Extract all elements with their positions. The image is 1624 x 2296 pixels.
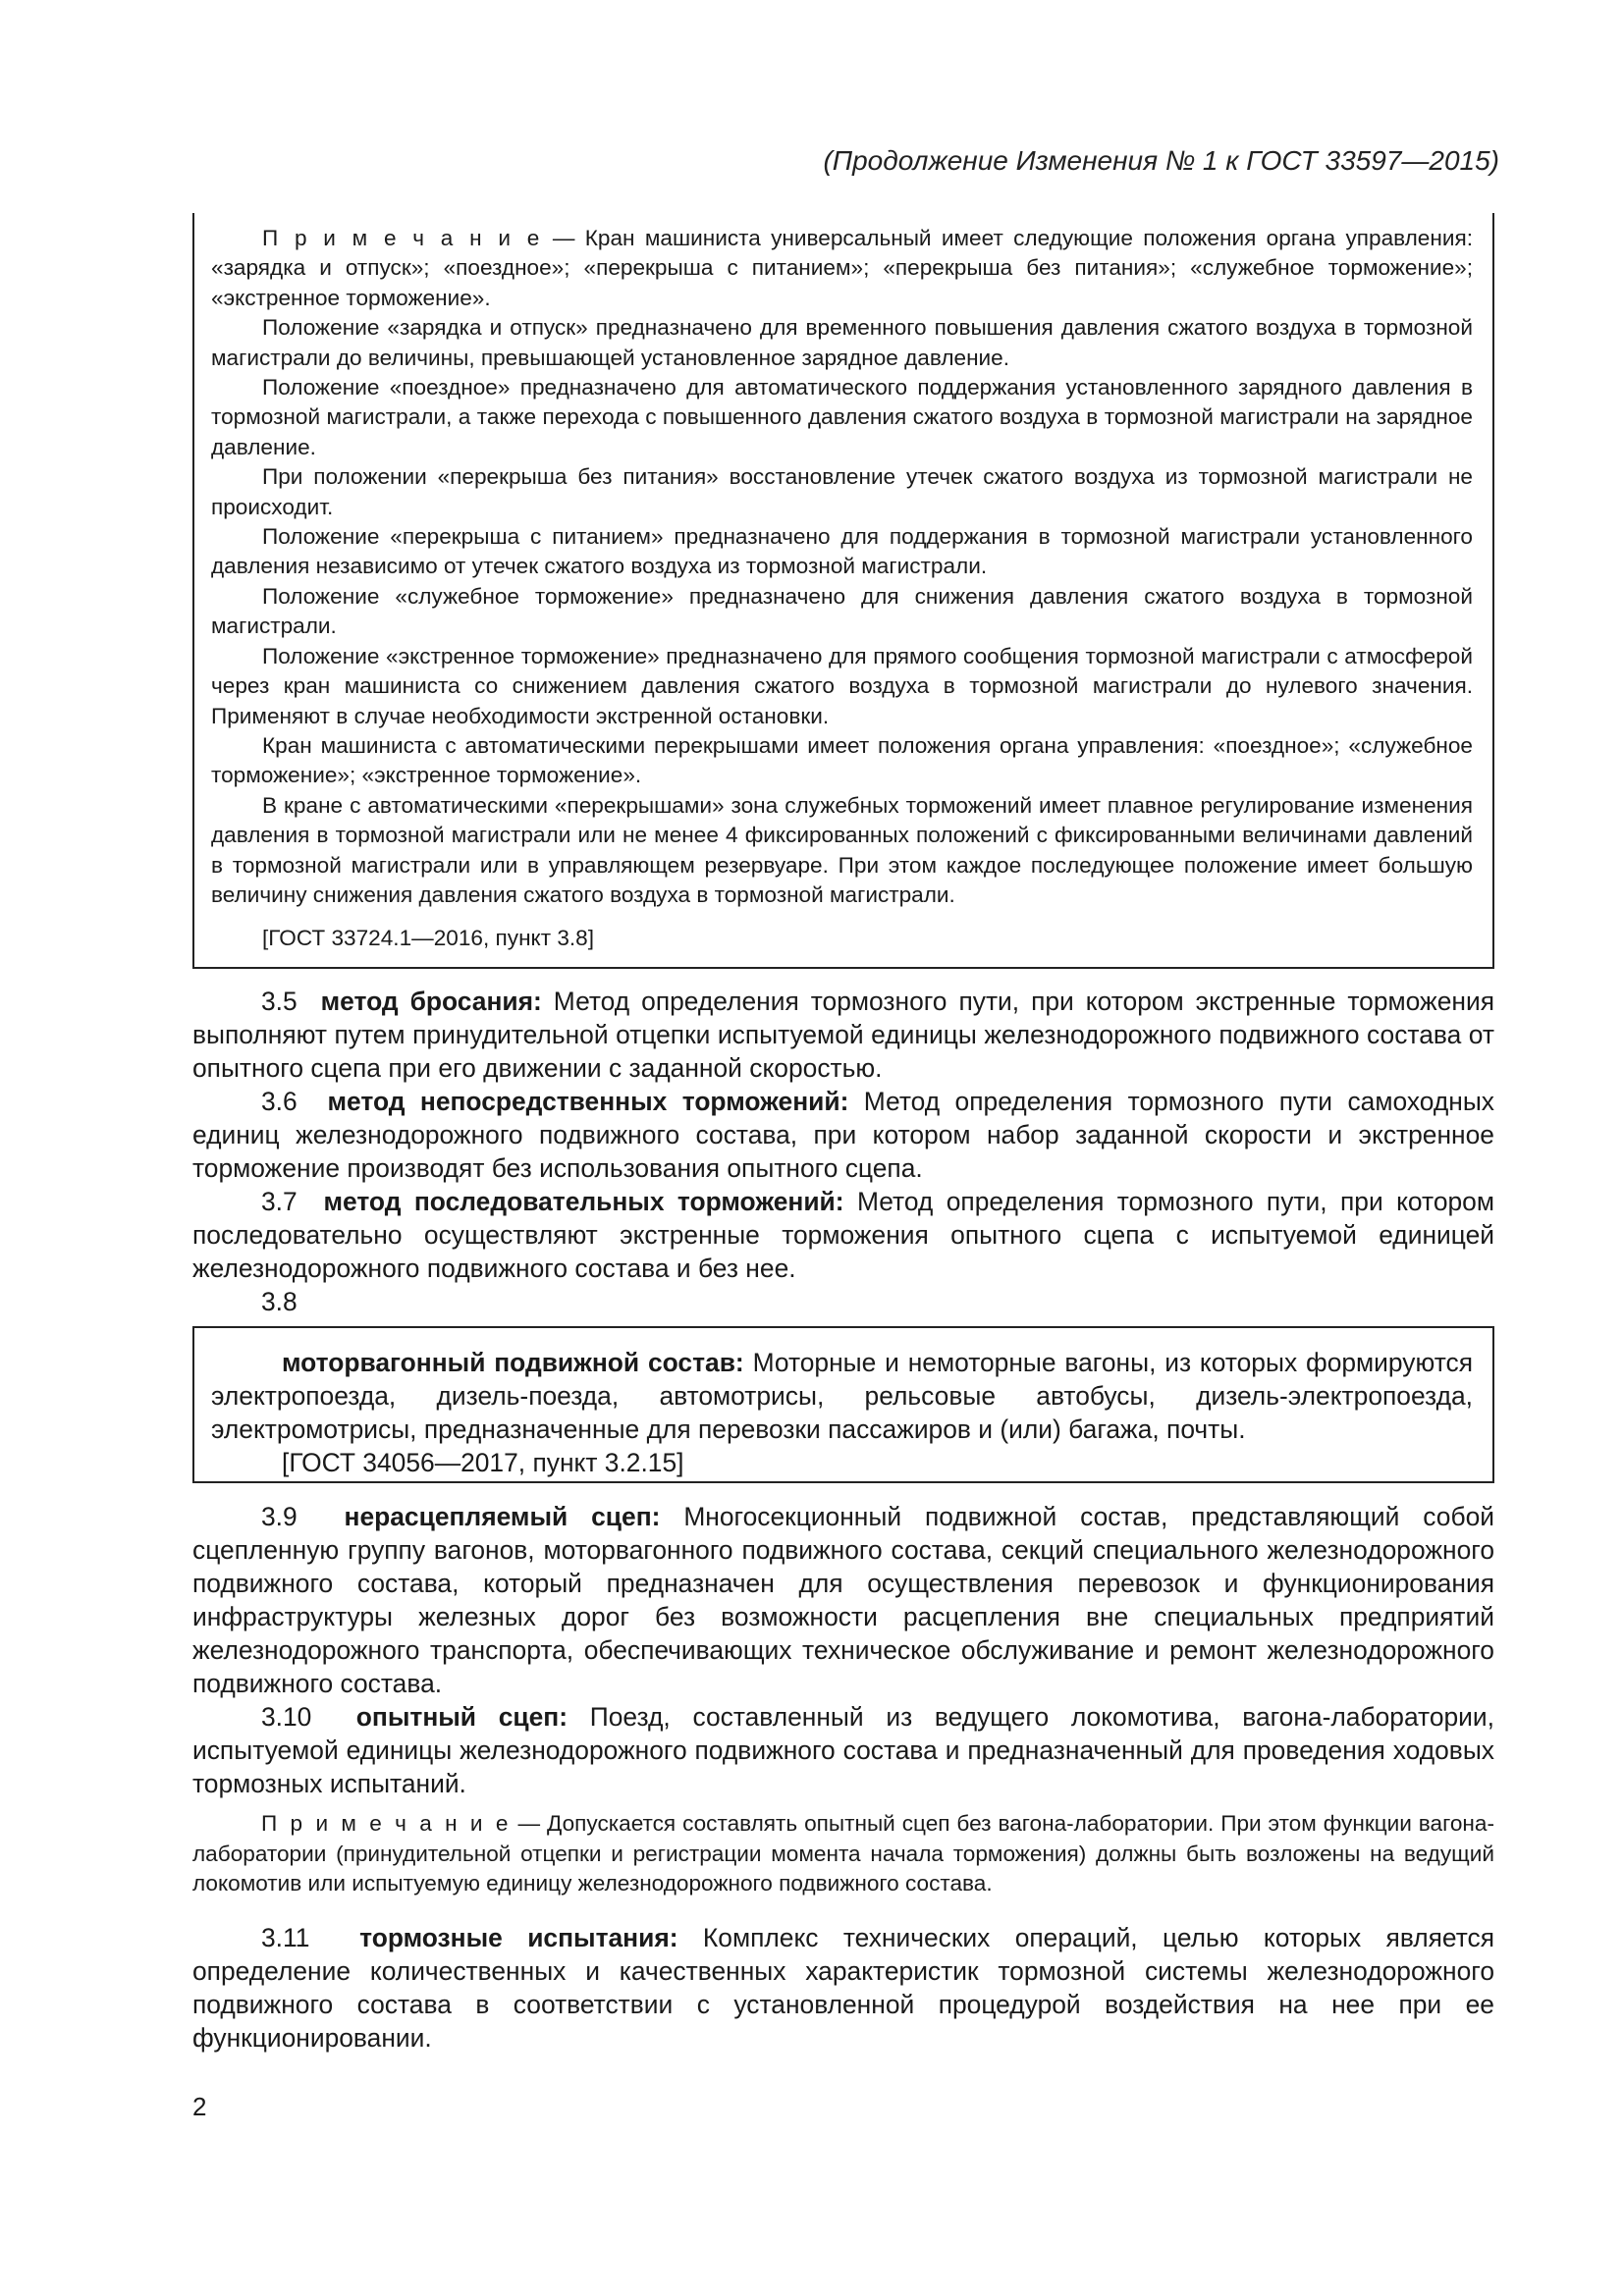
term-number: 3.7 xyxy=(261,1187,298,1216)
term-number: 3.10 xyxy=(261,1702,312,1732)
page-number: 2 xyxy=(192,2092,207,2121)
term-paragraph xyxy=(192,1185,1494,1285)
term-number: 3.9 xyxy=(261,1502,298,1531)
term-paragraph xyxy=(192,1500,1494,1700)
term-name: метод бросания: xyxy=(320,987,542,1016)
note-paragraph xyxy=(192,1809,1494,1899)
term-paragraph xyxy=(192,1921,1494,2055)
term-paragraph xyxy=(192,985,1494,1085)
box-paragraph: В кране с автоматическими «перекрышами» зона служебных торможений имеет плавное регулирование изменения давления в тормозной магистрали или не менее 4 фиксированных положений с фиксированными величинами давлений в тормозной магистрали или в управляющем резервуаре. При этом каждое последующее положение имеет большую величину снижения давления сжатого воздуха в тормозной магистрали. xyxy=(211,792,1473,907)
box-paragraph: Положение «экстренное торможение» предназначено для прямого сообщения тормозной магистрали с атмосферой через кран машиниста со снижением давления сжатого воздуха в тормозной магистрали до нулевого значения. Применяют в случае необходимости экстренной остановки. xyxy=(211,643,1473,728)
cited-definition-box xyxy=(192,213,1494,969)
term-definition: Метод определения тормозного пути самоходных единиц железнодорожного подвижного состава, при котором набор заданной скорости и экстренное торможение производят без использования опытного сцепа. xyxy=(192,1087,1494,1183)
running-header: (Продолжение Изменения № 1 к ГОСТ 33597—2015) xyxy=(823,145,1499,176)
terms-section-2 xyxy=(192,1500,1494,1800)
term-name: нерасцепляемый сцеп: xyxy=(344,1502,661,1531)
box-paragraph: Кран машиниста с автоматическими перекрышами имеет положения органа управления: «поездное»; «служебное торможение»; «экстренное торможение». xyxy=(211,732,1473,788)
box-paragraph: Положение «служебное торможение» предназначено для снижения давления сжатого воздуха в тормозной магистрали. xyxy=(211,583,1473,639)
term-definition: Комплекс технических операций, целью которых является определение количественных и качественных характеристик тормозной системы железнодорожного подвижного состава в соответствии с установленной процедурой воздействия на нее при ее функционировании. xyxy=(192,1923,1495,2053)
terms-section-1 xyxy=(192,985,1494,1318)
box-paragraph: Положение «поездное» предназначено для автоматического поддержания установленного зарядного давления в тормозной магистрали, а также перехода с повышенного давления сжатого воздуха в тормозной магистрали на зарядное давление. xyxy=(211,375,1473,459)
term-name: метод непосредственных торможений: xyxy=(327,1087,849,1116)
note-paragraph xyxy=(211,224,1473,313)
term-name: метод последовательных торможений: xyxy=(323,1187,844,1216)
source-reference: [ГОСТ 34056—2017, пункт 3.2.15] xyxy=(282,1448,684,1477)
term-name: моторвагонный подвижной состав: xyxy=(282,1348,744,1377)
term-name: опытный сцеп: xyxy=(355,1702,568,1732)
term-number: 3.11 xyxy=(261,1923,310,1952)
term-paragraph xyxy=(192,1085,1494,1185)
term-paragraph xyxy=(192,1700,1494,1800)
box-term-paragraph xyxy=(211,1346,1473,1446)
term-number: 3.5 xyxy=(261,987,298,1016)
note-label: П р и м е ч а н и е xyxy=(262,226,543,250)
term-number: 3.6 xyxy=(261,1087,298,1116)
box-paragraph: Положение «зарядка и отпуск» предназначено для временного повышения давления сжатого воздуха в тормозной магистрали до величины, превышающей установленное зарядное давление. xyxy=(211,315,1473,370)
note-label: П р и м е ч а н и е xyxy=(261,1811,512,1836)
term-definition: Моторные и немоторные вагоны, из которых формируются электропоезда, дизель-поезда, автомотрисы, рельсовые автобусы, дизель-электропоезда, электромотрисы, предназначенные для перевозки пассажиров и (или) багажа, почты. xyxy=(211,1348,1473,1444)
box-paragraph: При положении «перекрыша без питания» восстановление утечек сжатого воздуха из тормозной магистрали не происходит. xyxy=(211,464,1473,519)
term-definition: Метод определения тормозного пути, при котором последовательно осуществляют экстренные торможения опытного сцепа с испытуемой единицей железнодорожного подвижного состава и без нее. xyxy=(192,1187,1494,1283)
source-reference: [ГОСТ 33724.1—2016, пункт 3.8] xyxy=(262,926,595,951)
terms-section-3 xyxy=(192,1921,1494,2055)
note-section xyxy=(192,1809,1494,1899)
term-name: тормозные испытания: xyxy=(359,1923,678,1952)
term-definition: Поезд, составленный из ведущего локомотива, вагона-лаборатории, испытуемой единицы железнодорожного подвижного состава и предназначенный для проведения ходовых тормозных испытаний. xyxy=(192,1702,1494,1798)
note-text: — Допускается составлять опытный сцеп без вагона-лаборатории. При этом функции вагона-лаборатории (принудительной отцепки и регистрации момента начала торможения) должны быть возложены на ведущий локомотив или испытуемую единицу железнодорожного подвижного состава. xyxy=(192,1811,1494,1896)
term-number-only: 3.8 xyxy=(261,1287,298,1316)
cited-term-box xyxy=(192,1326,1494,1483)
term-definition: Метод определения тормозного пути, при котором экстренные торможения выполняют путем принудительной отцепки испытуемой единицы железнодорожного подвижного состава от опытного сцепа при его движении с заданной скоростью. xyxy=(192,987,1494,1083)
term-definition: Многосекционный подвижной состав, представляющий собой сцепленную группу вагонов, моторвагонного подвижного состава, секций специального железнодорожного подвижного состава, который предназначен для осуществления перевозок и функционирования инфраструктуры железных дорог без возможности расцепления вне специальных предприятий железнодорожного транспорта, обеспечивающих техническое обслуживание и ремонт железнодорожного подвижного состава. xyxy=(192,1502,1494,1698)
box-paragraph: Положение «перекрыша с питанием» предназначено для поддержания в тормозной магистрали установленного давления независимо от утечек сжатого воздуха из тормозной магистрали. xyxy=(211,524,1473,579)
note-text: — Кран машиниста универсальный имеет следующие положения органа управления: «зарядка и отпуск»; «поездное»; «перекрыша с питанием»; «перекрыша без питания»; «служебное торможение»; «экстренное торможение». xyxy=(211,226,1473,310)
